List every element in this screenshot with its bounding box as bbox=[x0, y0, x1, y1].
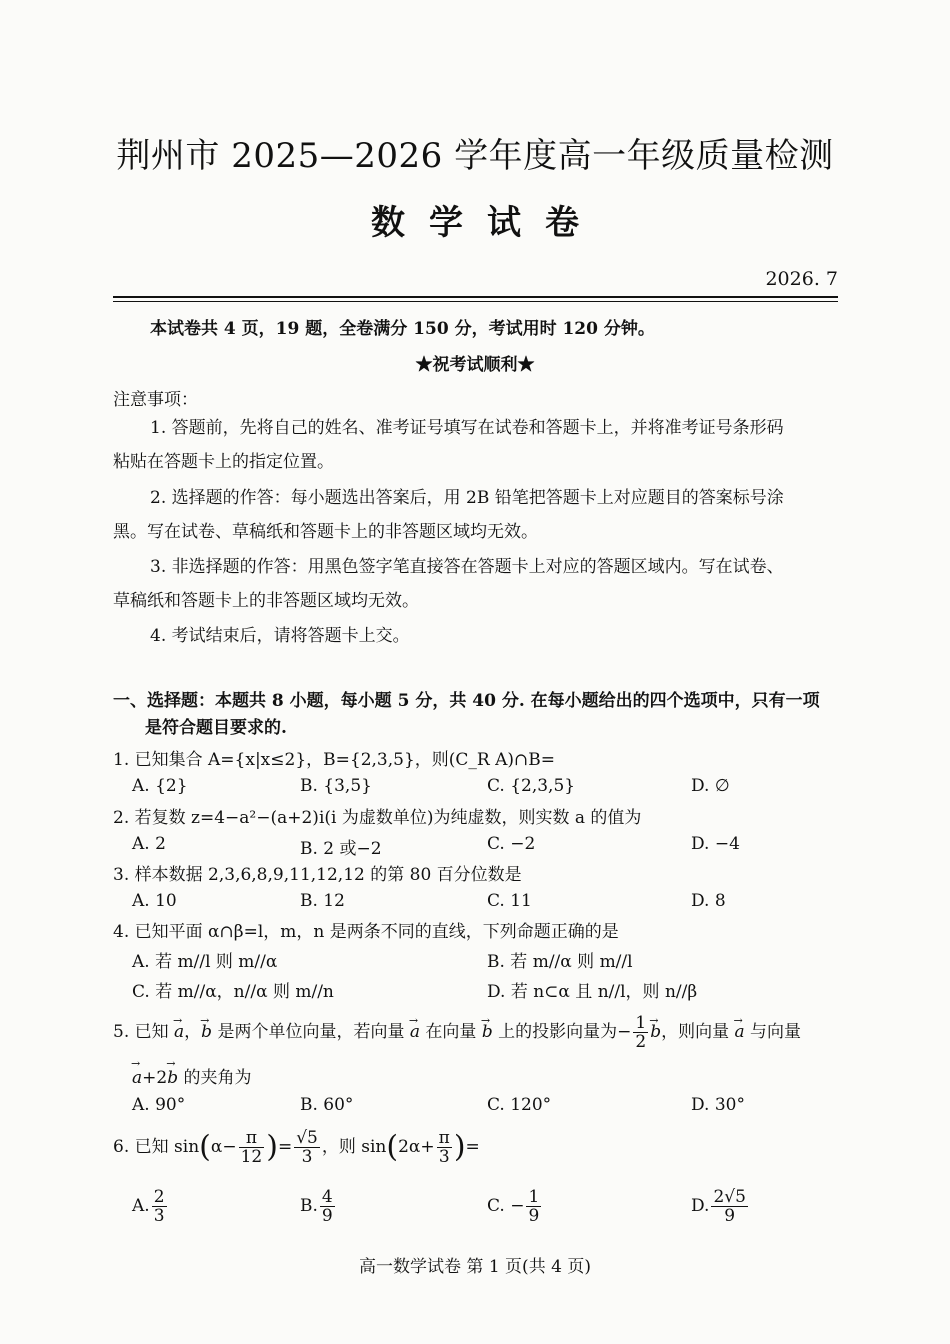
exam-summary: 本试卷共 4 页，19 题，全卷满分 150 分，考试用时 120 分钟。 bbox=[150, 319, 655, 339]
frac-num: π bbox=[239, 1129, 265, 1148]
question-5 bbox=[113, 1014, 853, 1051]
question-5-option-b: B. 60° bbox=[300, 1095, 354, 1115]
q5-text-1: 5. 已知 bbox=[113, 1022, 169, 1042]
exam-title: 荆州市 2025—2026 学年度高一年级质量检测 bbox=[116, 136, 834, 176]
q6-tail: = bbox=[465, 1137, 480, 1157]
question-1-option-d: D. ∅ bbox=[691, 776, 730, 796]
question-3-option-c: C. 11 bbox=[487, 891, 532, 911]
notice-item-4 bbox=[113, 619, 838, 653]
option-label: A. bbox=[132, 1196, 150, 1216]
frac-den: 9 bbox=[724, 1206, 736, 1226]
q6-inner-1: α− bbox=[210, 1137, 237, 1157]
question-3-option-d: D. 8 bbox=[691, 891, 726, 911]
good-luck-line: ★祝考试顺利★ bbox=[415, 355, 535, 375]
frac-den: 9 bbox=[321, 1206, 333, 1226]
notice-item-1-line-1: 1. 答题前，先将自己的姓名、准考证号填写在试卷和答题卡上，并将准考证号条形码 bbox=[150, 418, 784, 438]
vector-b: → b bbox=[482, 1014, 493, 1050]
paren-open: ( bbox=[386, 1129, 399, 1165]
option-fraction bbox=[320, 1188, 335, 1225]
exam-date: 2026. 7 bbox=[765, 268, 838, 290]
q5-text-3: 在向量 bbox=[425, 1022, 477, 1042]
q5-text-2: 是两个单位向量，若向量 bbox=[217, 1022, 405, 1042]
question-6-option-d bbox=[691, 1188, 750, 1225]
section-1-title-line-2: 是符合题目要求的. bbox=[145, 718, 287, 738]
question-6-option-c bbox=[487, 1188, 543, 1225]
question-4 bbox=[113, 918, 853, 946]
question-4-stem: 4. 已知平面 α∩β=l，m，n 是两条不同的直线，下列命题正确的是 bbox=[113, 922, 619, 942]
vector-a: → a bbox=[174, 1014, 184, 1050]
notice-item-3-line-2: 草稿纸和答题卡上的非答题区域均无效。 bbox=[113, 591, 419, 611]
question-2-option-a: A. 2 bbox=[132, 834, 166, 854]
q6-text-1: 6. 已知 sin bbox=[113, 1137, 200, 1157]
frac-den: 2 bbox=[635, 1032, 647, 1052]
paren-open: ( bbox=[199, 1129, 211, 1165]
question-5-option-c: C. 120° bbox=[487, 1095, 552, 1115]
question-1-option-b: B. {3,5} bbox=[300, 776, 372, 796]
q6-inner-2: 2α+ bbox=[398, 1137, 435, 1157]
paren-close: ) bbox=[453, 1129, 466, 1165]
question-2-option-b: B. 2 或−2 bbox=[300, 839, 382, 859]
section-1-title-line-1: 一、选择题：本题共 8 小题，每小题 5 分，共 40 分. 在每小题给出的四个选项中，只有一项 bbox=[113, 691, 820, 711]
option-label: B. bbox=[300, 1196, 318, 1216]
notice-item-2 bbox=[113, 481, 838, 549]
fraction-pi-3 bbox=[437, 1129, 452, 1166]
paren-close: ) bbox=[266, 1129, 278, 1165]
question-3-option-a: A. 10 bbox=[132, 891, 177, 911]
question-4-option-d: D. 若 n⊂α 且 n//l，则 n//β bbox=[487, 982, 698, 1002]
question-6-option-b bbox=[300, 1188, 337, 1225]
fraction-pi-12 bbox=[239, 1129, 265, 1166]
page-footer: 高一数学试卷 第 1 页(共 4 页) bbox=[359, 1257, 591, 1277]
question-4-option-c: C. 若 m//α，n//α 则 m//n bbox=[132, 982, 334, 1002]
vector-b: → b bbox=[201, 1014, 212, 1050]
frac-num: √5 bbox=[296, 1128, 318, 1148]
fraction-one-half bbox=[633, 1014, 648, 1051]
question-1 bbox=[113, 746, 853, 774]
header-rule-thick bbox=[113, 296, 838, 298]
notice-item-1-line-2: 粘贴在答题卡上的指定位置。 bbox=[113, 452, 334, 472]
question-2-option-c: C. −2 bbox=[487, 834, 536, 854]
question-1-option-a: A. {2} bbox=[132, 776, 188, 796]
q5-text-6: 与向量 bbox=[750, 1022, 802, 1042]
notice-item-1 bbox=[113, 411, 838, 479]
frac-den: 3 bbox=[438, 1147, 450, 1167]
notice-title: 注意事项： bbox=[113, 390, 198, 410]
vector-a: → a bbox=[132, 1068, 142, 1088]
frac-den: 12 bbox=[240, 1147, 263, 1167]
vector-b: → b bbox=[650, 1014, 661, 1050]
notice-item-2-line-2: 黑。写在试卷、草稿纸和答题卡上的非答题区域均无效。 bbox=[113, 522, 538, 542]
q5-sep: ， bbox=[184, 1022, 202, 1042]
q5-plus-2: +2 bbox=[142, 1068, 168, 1088]
q5-text-4: 上的投影向量为− bbox=[498, 1022, 632, 1042]
frac-num: 2√5 bbox=[713, 1187, 746, 1207]
vector-a: → a bbox=[410, 1014, 420, 1050]
question-2-stem: 2. 若复数 z=4−a²−(a+2)i(i 为虚数单位)为纯虚数，则实数 a 的值为 bbox=[113, 808, 642, 828]
question-5-stem-line-2 bbox=[132, 1063, 252, 1088]
question-3-option-b: B. 12 bbox=[300, 891, 345, 911]
q6-eq: = bbox=[277, 1137, 293, 1157]
subject-title: 数学试卷 bbox=[371, 203, 603, 243]
notice-item-3 bbox=[113, 550, 838, 618]
frac-den: 3 bbox=[153, 1206, 165, 1226]
question-5-option-a: A. 90° bbox=[132, 1095, 186, 1115]
question-3-stem: 3. 样本数据 2,3,6,8,9,11,12,12 的第 80 百分位数是 bbox=[113, 865, 522, 885]
q6-text-2: ，则 sin bbox=[321, 1137, 387, 1157]
question-6-stem bbox=[113, 1129, 480, 1166]
frac-den: 3 bbox=[301, 1147, 313, 1167]
notice-item-4-line: 4. 考试结束后，请将答题卡上交。 bbox=[150, 626, 410, 646]
frac-num: 4 bbox=[321, 1187, 333, 1207]
frac-num: π bbox=[438, 1128, 450, 1148]
fraction-sqrt5-3 bbox=[294, 1129, 320, 1166]
frac-num: 2 bbox=[153, 1187, 165, 1207]
frac-num: 1 bbox=[635, 1013, 647, 1033]
question-2 bbox=[113, 804, 853, 832]
option-label: D. bbox=[691, 1196, 710, 1216]
vector-b: → b bbox=[167, 1068, 178, 1088]
question-4-option-b: B. 若 m//α 则 m//l bbox=[487, 952, 633, 972]
notice-item-2-line-1: 2. 选择题的作答：每小题选出答案后，用 2B 铅笔把答题卡上对应题目的答案标号涂 bbox=[150, 488, 784, 508]
question-5-stem-line-1 bbox=[113, 1014, 853, 1051]
frac-num: 1 bbox=[528, 1187, 540, 1207]
question-2-option-d: D. −4 bbox=[691, 834, 740, 854]
option-label: C. − bbox=[487, 1196, 525, 1216]
option-fraction bbox=[152, 1188, 167, 1225]
option-fraction bbox=[711, 1188, 747, 1225]
question-6-option-a bbox=[132, 1188, 169, 1225]
option-fraction bbox=[526, 1188, 541, 1225]
q5-text-end: 的夹角为 bbox=[183, 1068, 252, 1088]
q5-text-5: ，则向量 bbox=[661, 1022, 730, 1042]
question-3 bbox=[113, 861, 853, 889]
notice-item-3-line-1: 3. 非选择题的作答：用黑色签字笔直接答在答题卡上对应的答题区域内。写在试卷、 bbox=[150, 557, 784, 577]
section-1-title bbox=[113, 688, 838, 742]
frac-den: 9 bbox=[528, 1206, 540, 1226]
question-1-stem: 1. 已知集合 A={x|x≤2}，B={2,3,5}，则(C_R A)∩B= bbox=[113, 750, 555, 770]
question-1-option-c: C. {2,3,5} bbox=[487, 776, 576, 796]
vector-a: → a bbox=[735, 1014, 745, 1050]
question-5-option-d: D. 30° bbox=[691, 1095, 745, 1115]
question-4-option-a: A. 若 m//l 则 m//α bbox=[132, 952, 278, 972]
header-rule-thin bbox=[113, 301, 838, 302]
